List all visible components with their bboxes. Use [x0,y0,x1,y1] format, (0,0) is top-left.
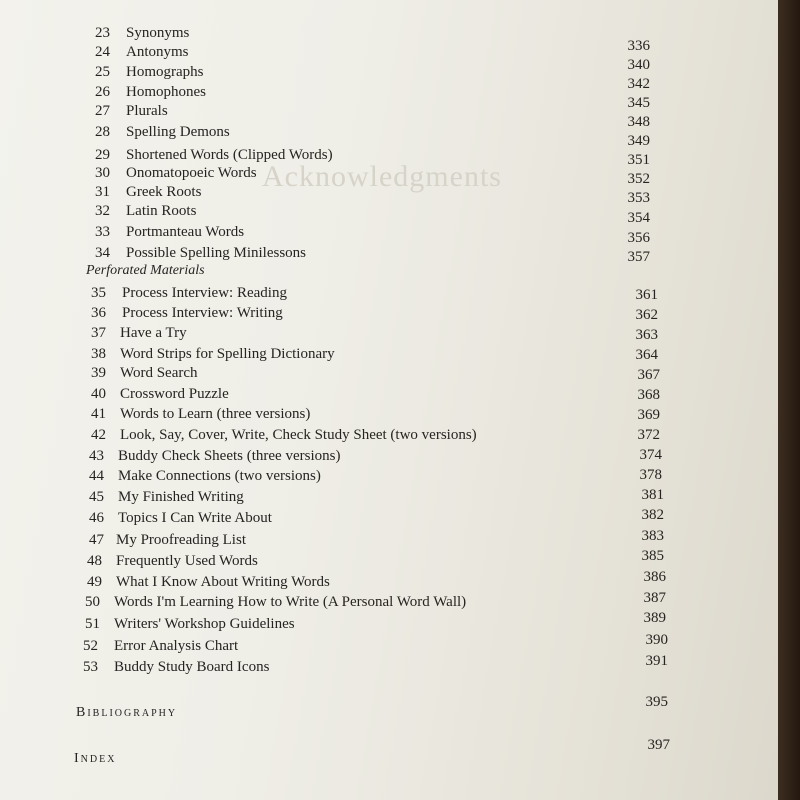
entry-page: 369 [637,407,660,423]
entry-number: 37 [91,325,106,341]
entry-title: Portmanteau Words [126,224,245,240]
entry-title: My Proofreading List [116,532,246,548]
entry-title: Latin Roots [126,203,197,219]
entry-number: 35 [91,285,106,301]
entry-title: Buddy Study Board Icons [114,659,270,675]
entry-page: 364 [635,347,658,363]
bibliography-page: 395 [645,694,668,710]
entry-number: 33 [95,224,110,240]
entry-page: 353 [627,190,650,206]
entry-page: 357 [627,249,650,265]
background-edge [776,0,800,800]
entry-page: 390 [645,632,668,648]
entry-title: Topics I Can Write About [118,510,272,526]
entry-page: 362 [635,307,658,323]
entry-page: 387 [643,590,666,606]
entry-number: 51 [85,616,100,632]
entry-title: Homographs [126,64,204,80]
bibliography-heading: Bibliography [76,705,178,720]
entry-title: Writers' Workshop Guidelines [114,616,295,632]
entry-title: Synonyms [126,25,190,41]
entry-page: 385 [641,548,664,564]
entry-number: 49 [87,574,102,590]
entry-title: Plurals [126,103,168,119]
index-page: 397 [647,737,670,753]
entry-number: 26 [95,84,110,100]
entry-number: 23 [95,25,110,41]
entry-title: Homophones [126,84,206,100]
entry-title: Words I'm Learning How to Write (A Personal Word Wall) [114,594,467,610]
entry-number: 38 [91,346,106,362]
entry-title: Onomatopoeic Words [126,165,257,181]
entry-title: Process Interview: Reading [122,285,287,301]
entry-number: 39 [91,365,106,381]
entry-page: 354 [627,210,650,226]
entry-page: 336 [627,38,650,54]
entry-title: Look, Say, Cover, Write, Check Study Sheet (two versions) [120,427,477,443]
show-through-heading: Acknowledgments [262,160,502,193]
entry-page: 367 [637,367,660,383]
entry-number: 27 [95,103,110,119]
index-heading: Index [74,751,117,766]
entry-number: 41 [91,406,106,422]
entry-title: Words to Learn (three versions) [120,406,311,422]
entry-number: 30 [95,165,110,181]
entry-page: 368 [637,387,660,403]
entry-page: 349 [627,133,650,149]
entry-page: 383 [641,528,664,544]
entry-number: 28 [95,124,110,140]
entry-title: Shortened Words (Clipped Words) [126,147,333,163]
entry-page: 374 [639,447,662,463]
entry-number: 29 [95,147,110,163]
entry-number: 44 [89,468,104,484]
entry-page: 342 [627,76,650,92]
entry-page: 372 [637,427,660,443]
entry-number: 36 [91,305,106,321]
entry-page: 391 [645,653,668,669]
entry-title: What I Know About Writing Words [116,574,330,590]
entry-page: 361 [635,287,658,303]
entry-page: 386 [643,569,666,585]
entry-number: 52 [83,638,98,654]
entry-number: 46 [89,510,104,526]
entry-page: 352 [627,171,650,187]
entry-title: My Finished Writing [118,489,244,505]
entry-title: Greek Roots [126,184,202,200]
entry-title: Spelling Demons [126,124,230,140]
section-heading: Perforated Materials [86,263,205,278]
entry-number: 42 [91,427,106,443]
entry-title: Antonyms [126,44,189,60]
entry-title: Process Interview: Writing [122,305,283,321]
entry-number: 43 [89,448,104,464]
entry-number: 47 [89,532,104,548]
entry-title: Frequently Used Words [116,553,258,569]
entry-number: 32 [95,203,110,219]
entry-page: 356 [627,230,650,246]
entry-page: 340 [627,57,650,73]
entry-number: 31 [95,184,110,200]
entry-number: 34 [95,245,110,261]
entry-title: Word Search [120,365,198,381]
entry-page: 351 [627,152,650,168]
entry-number: 50 [85,594,100,610]
entry-title: Word Strips for Spelling Dictionary [120,346,335,362]
entry-title: Have a Try [120,325,187,341]
entry-number: 25 [95,64,110,80]
entry-title: Crossword Puzzle [120,386,229,402]
entry-title: Possible Spelling Minilessons [126,245,307,261]
entry-title: Make Connections (two versions) [118,468,321,484]
entry-number: 45 [89,489,104,505]
entry-number: 40 [91,386,106,402]
entry-title: Buddy Check Sheets (three versions) [118,448,341,464]
entry-page: 378 [639,467,662,483]
entry-page: 363 [635,327,658,343]
entry-page: 381 [641,487,664,503]
entry-title: Error Analysis Chart [114,638,239,654]
entry-page: 382 [641,507,664,523]
entry-page: 389 [643,610,666,626]
entry-number: 53 [83,659,98,675]
entry-page: 345 [627,95,650,111]
entry-page: 348 [627,114,650,130]
entry-number: 24 [95,44,110,60]
entry-number: 48 [87,553,102,569]
